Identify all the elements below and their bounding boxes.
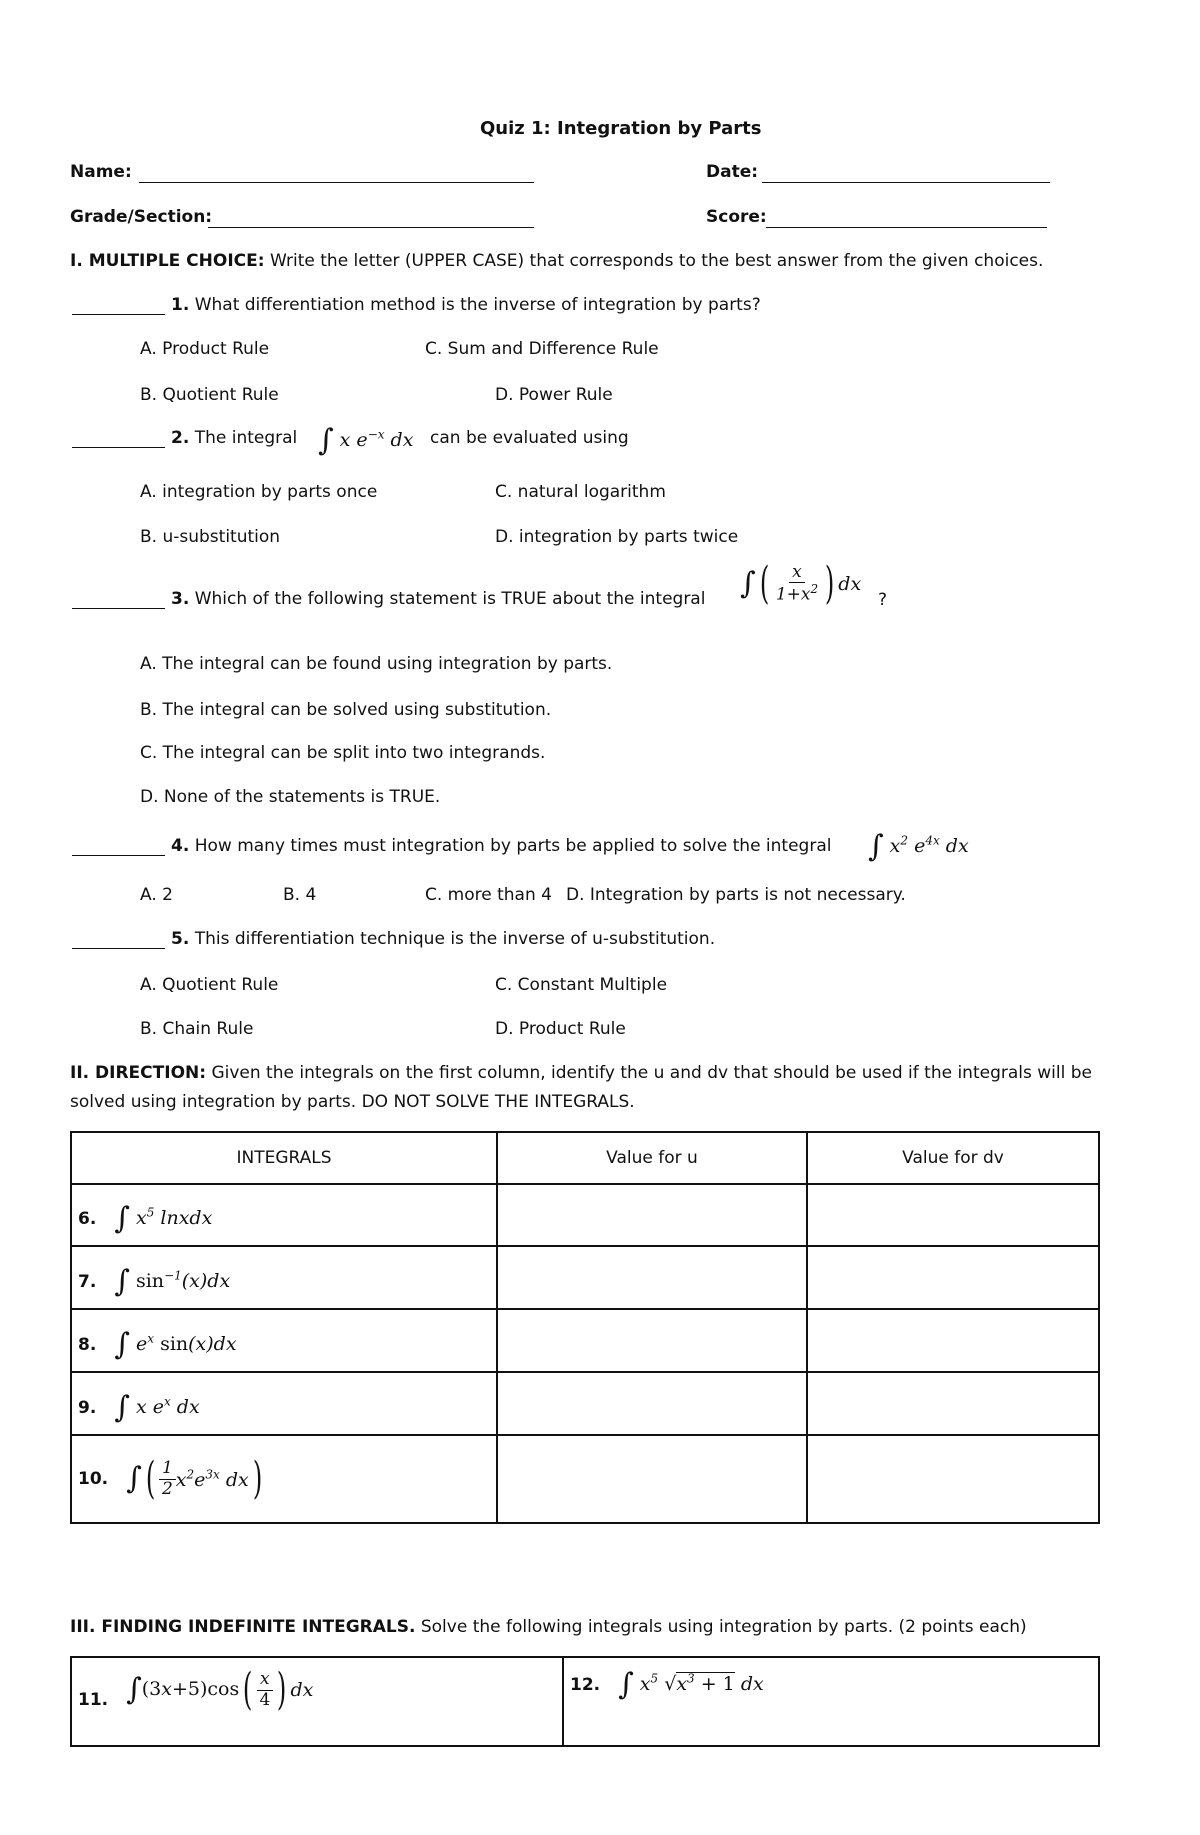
grade-section-field[interactable] bbox=[208, 227, 534, 228]
row-number: 12. bbox=[570, 1675, 601, 1695]
dv-answer-cell[interactable] bbox=[807, 1184, 1099, 1246]
integral-q2: ∫ x $e^{-x}$ dx bbox=[318, 423, 414, 458]
name-label: Name: bbox=[70, 162, 132, 182]
question-text: The integral bbox=[189, 428, 298, 448]
choice-3a: A. The integral can be found using integration by parts. bbox=[140, 654, 613, 674]
question-number: 4. bbox=[171, 836, 190, 856]
row-number: 7. bbox=[78, 1271, 97, 1292]
question-3-tail: ? bbox=[878, 590, 888, 610]
integral-cell bbox=[71, 1184, 497, 1246]
choice-1b: B. Quotient Rule bbox=[140, 385, 279, 405]
row-number: 11. bbox=[78, 1690, 109, 1710]
answer-blank-5[interactable] bbox=[72, 948, 165, 949]
choice-2b: B. u-substitution bbox=[140, 527, 281, 547]
question-number: 1. bbox=[171, 295, 190, 315]
problems-table bbox=[70, 1656, 1100, 1747]
part1-heading: I. MULTIPLE CHOICE: bbox=[70, 251, 265, 271]
question-4 bbox=[171, 836, 831, 856]
integral-q3: ∫( $\frac{x}{1+x^2}$ ) dx bbox=[740, 558, 862, 609]
part2-instruction-line1: Given the integrals on the first column, identify the u and dv that should be used if the integrals will be bbox=[206, 1063, 1092, 1083]
table-row bbox=[71, 1184, 1099, 1246]
question-number: 5. bbox=[171, 929, 190, 949]
choice-1d: D. Power Rule bbox=[495, 385, 613, 405]
question-number: 2. bbox=[171, 428, 190, 448]
u-answer-cell[interactable] bbox=[497, 1184, 807, 1246]
row-number: 10. bbox=[78, 1469, 109, 1489]
integral-cell bbox=[71, 1372, 497, 1435]
integral-7: ∫ $\sin^{-1}(x)dx$ bbox=[114, 1263, 231, 1299]
choice-3d: D. None of the statements is TRUE. bbox=[140, 787, 441, 807]
row-number: 8. bbox=[78, 1334, 97, 1355]
integral-6: ∫ $x^5$ lnxdx bbox=[114, 1201, 213, 1236]
part2-instruction bbox=[70, 1063, 1092, 1083]
answer-blank-2[interactable] bbox=[72, 447, 165, 448]
column-header: INTEGRALS bbox=[71, 1132, 497, 1184]
column-header: Value for u bbox=[497, 1132, 807, 1184]
choice-1a: A. Product Rule bbox=[140, 339, 270, 359]
integral-11: ∫(3x+5)cos( $\frac{x}{4}$ ) dx bbox=[126, 1664, 314, 1715]
u-answer-cell[interactable] bbox=[497, 1246, 807, 1309]
question-3 bbox=[171, 589, 705, 609]
part3-heading: III. FINDING INDEFINITE INTEGRALS. bbox=[70, 1617, 416, 1637]
choice-4a: A. 2 bbox=[140, 885, 173, 905]
integral-12: ∫ $x^5$ $√x^3 + 1$ dx bbox=[618, 1667, 764, 1702]
table-row bbox=[71, 1309, 1099, 1372]
answer-blank-3[interactable] bbox=[72, 608, 165, 609]
question-text: Which of the following statement is TRUE about the integral bbox=[189, 589, 706, 609]
part3-instruction-text: Solve the following integrals using integration by parts. (2 points each) bbox=[415, 1617, 1027, 1637]
choice-2c: C. natural logarithm bbox=[495, 482, 666, 502]
dv-answer-cell[interactable] bbox=[807, 1435, 1099, 1523]
row-number: 6. bbox=[78, 1209, 97, 1229]
u-answer-cell[interactable] bbox=[497, 1309, 807, 1372]
table-row bbox=[71, 1657, 1099, 1746]
choice-2d: D. integration by parts twice bbox=[495, 527, 739, 547]
problem-cell-12[interactable] bbox=[563, 1657, 1099, 1746]
question-5 bbox=[171, 929, 715, 949]
name-field[interactable] bbox=[139, 182, 534, 183]
part2-heading: II. DIRECTION: bbox=[70, 1063, 207, 1083]
row-number: 9. bbox=[78, 1397, 97, 1418]
problem-cell-11[interactable] bbox=[71, 1657, 563, 1746]
question-text: What differentiation method is the inverse of integration by parts? bbox=[189, 295, 761, 315]
table-header-row bbox=[71, 1132, 1099, 1184]
uv-table bbox=[70, 1131, 1100, 1524]
integral-8: ∫ $e^x$ sin(x)dx bbox=[114, 1326, 237, 1362]
choice-5a: A. Quotient Rule bbox=[140, 975, 279, 995]
question-text: This differentiation technique is the inverse of u-substitution. bbox=[189, 929, 716, 949]
integral-cell bbox=[71, 1435, 497, 1523]
dv-answer-cell[interactable] bbox=[807, 1309, 1099, 1372]
question-number: 3. bbox=[171, 589, 190, 609]
integral-10: ∫( $\frac{1}{2}$ $x^2e^{3x}$ dx) bbox=[126, 1453, 263, 1504]
choice-4c: C. more than 4 bbox=[425, 885, 552, 905]
part1-instruction-text: Write the letter (UPPER CASE) that corresponds to the best answer from the given choices. bbox=[264, 251, 1044, 271]
question-2 bbox=[171, 428, 297, 448]
u-answer-cell[interactable] bbox=[497, 1435, 807, 1523]
date-label: Date: bbox=[706, 162, 759, 182]
choice-5d: D. Product Rule bbox=[495, 1019, 626, 1039]
page-title: Quiz 1: Integration by Parts bbox=[480, 118, 762, 139]
integral-9: ∫ x $e^x$ dx bbox=[114, 1389, 200, 1425]
date-field[interactable] bbox=[762, 182, 1050, 183]
choice-2a: A. integration by parts once bbox=[140, 482, 378, 502]
part3-instruction bbox=[70, 1617, 1027, 1637]
integral-cell bbox=[71, 1309, 497, 1372]
part1-instruction bbox=[70, 251, 1043, 271]
choice-3c: C. The integral can be split into two integrands. bbox=[140, 743, 546, 763]
grade-section-label: Grade/Section: bbox=[70, 207, 213, 227]
dv-answer-cell[interactable] bbox=[807, 1246, 1099, 1309]
integral-cell bbox=[71, 1246, 497, 1309]
question-2-tail: can be evaluated using bbox=[430, 428, 629, 448]
choice-5c: C. Constant Multiple bbox=[495, 975, 668, 995]
part2-instruction-line2: solved using integration by parts. DO NOT SOLVE THE INTEGRALS. bbox=[70, 1092, 635, 1112]
integral-q4: ∫ $x^2$ $e^{4x}$ dx bbox=[868, 829, 969, 864]
answer-blank-4[interactable] bbox=[72, 855, 165, 856]
choice-5b: B. Chain Rule bbox=[140, 1019, 254, 1039]
table-row bbox=[71, 1246, 1099, 1309]
table-row bbox=[71, 1435, 1099, 1523]
u-answer-cell[interactable] bbox=[497, 1372, 807, 1435]
choice-3b: B. The integral can be solved using substitution. bbox=[140, 700, 552, 720]
column-header: Value for dv bbox=[807, 1132, 1099, 1184]
score-field[interactable] bbox=[766, 227, 1047, 228]
score-label: Score: bbox=[706, 207, 767, 227]
choice-4d: D. Integration by parts is not necessary. bbox=[566, 885, 906, 905]
question-text: How many times must integration by parts be applied to solve the integral bbox=[189, 836, 832, 856]
dv-answer-cell[interactable] bbox=[807, 1372, 1099, 1435]
choice-4b: B. 4 bbox=[283, 885, 317, 905]
answer-blank-1[interactable] bbox=[72, 314, 165, 315]
table-row bbox=[71, 1372, 1099, 1435]
question-1 bbox=[171, 295, 761, 315]
choice-1c: C. Sum and Difference Rule bbox=[425, 339, 659, 359]
